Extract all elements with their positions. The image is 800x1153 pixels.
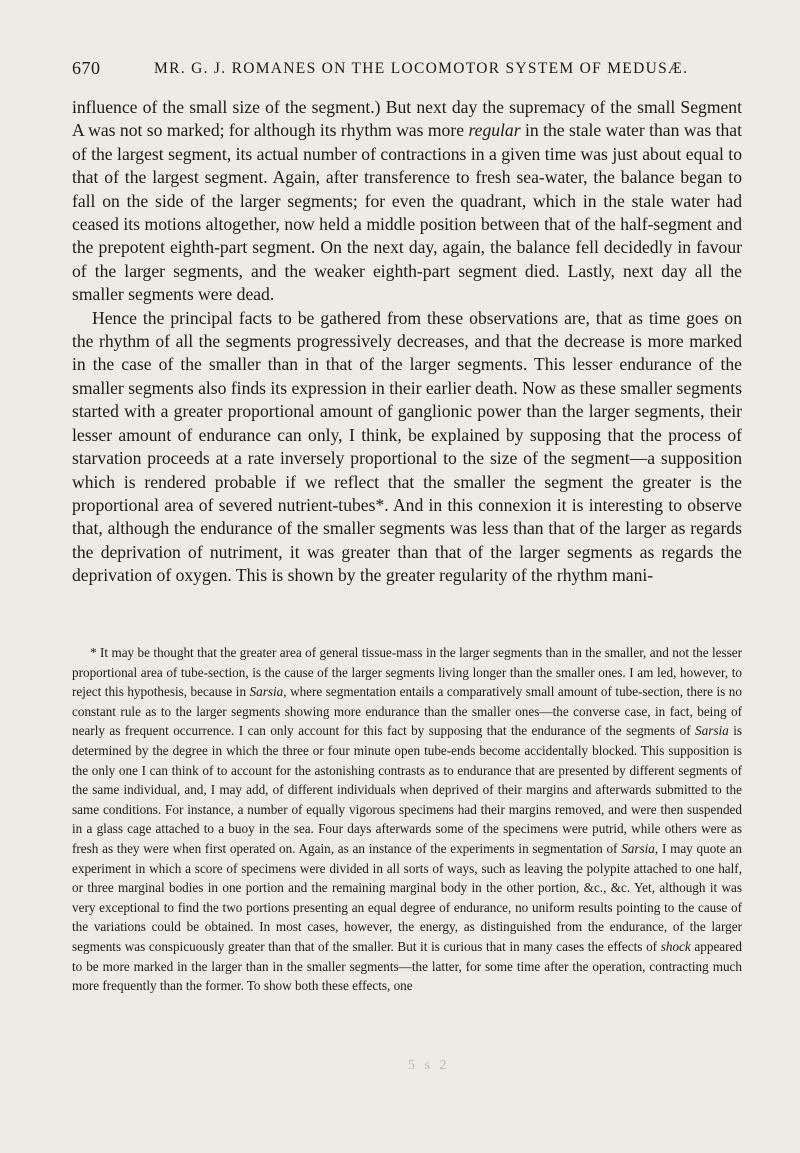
- footnote-text: , I may quote an experiment in which a score of specimens were divided in all sorts of ways, such as leaving the polypite attached to one half, or three marginal bodies in one portion and the remaining marginal body in the other portion, &c., &c. Yet, although it was very exceptional to find the two portions presenting an equal degree of endurance, no uniform results pointing to the cause of the variations could be obtained. In most cases, however, the energy, as distinguished from the endurance, of the larger segments was conspicuously greater than that of the smaller. But it is curious that in many cases the effects of: [72, 840, 742, 954]
- italic-word: Sarsia: [695, 723, 729, 739]
- footnote-text: is determined by the degree in which the three or four minute open tube-ends become accidentally blocked. This supposition is the only one I can think of to account for the astonishing contrasts as to endurance that are presented by different segments of the same individual, and, I may add, of different individuals when deprived of their margins and afterwards submitted to the same conditions. For instance, a number of equally vigorous specimens had their margins removed, and were then suspended in a glass cage attached to a buoy in the sea. Four days afterwards some of the specimens were putrid, while others were as fresh as they were when first operated on. Again, as an instance of the experiments in segmentation of: [72, 723, 742, 856]
- paragraph-text: . And in this connexion it is interesting to observe that, although the endurance of the smaller segments was less than that of the larger as regards the deprivation of nutriment, it was greater than that of the larger segments as regards the deprivation of oxygen. This is shown by the greater regularity of the rhythm mani-: [72, 494, 742, 586]
- running-head: MR. G. J. ROMANES ON THE LOCOMOTOR SYSTEM OF MEDUSÆ.: [154, 60, 689, 77]
- italic-word: regular: [468, 120, 521, 141]
- italic-word: Sarsia: [621, 840, 655, 856]
- italic-word: shock: [660, 938, 691, 954]
- footnote-text: * It may be thought that the greater area of general tissue-mass in the larger segments than in the smaller, and not the lesser proportional area of tube-section, is the cause of the larger segments living longer than the smaller ones. I am led, however, to reject this hypothesis, because in: [72, 645, 742, 700]
- paragraph: [72, 96, 742, 307]
- footnote-reference: *: [375, 494, 385, 515]
- body-text: [72, 96, 742, 588]
- footnote-text: appeared to be more marked in the larger than in the smaller segments—the latter, for some time after the operation, contracting much more frequently than the former. To show both these effects, one: [72, 938, 742, 994]
- paragraph-text: in the stale water than was that of the largest segment, its actual number of contractions in a given time was just about equal to that of the largest segment. Again, after transference to fresh sea-water, the balance began to fall on the side of the larger segments; for even the quadrant, which in the stale water had ceased its motions altogether, now held a middle position between that of the half-segment and the prepotent eighth-part segment. On the next day, again, the balance fell decidedly in favour of the larger segments, and the weaker eighth-part segment died. Lastly, next day all the smaller segments were dead.: [72, 120, 742, 305]
- signature-mark: 5 s 2: [408, 1058, 450, 1073]
- footnote-paragraph: [72, 643, 742, 996]
- paragraph-text: Hence the principal facts to be gathered from these observations are, that as time goes on the rhythm of all the segments progressively decreases, and that the decrease is more marked in the case of the smaller than in that of the larger segments. This lesser endurance of the smaller segments also finds its expression in their earlier death. Now as these smaller segments started with a greater proportional amount of ganglionic power than the larger segments, their lesser amount of endurance can only, I think, be explained by supposing that the process of starvation proceeds at a rate inversely proportional to the size of the segment—a supposition which is rendered probable if we reflect that the smaller the segment the greater is the proportional area of severed nutrient-tubes: [72, 307, 742, 515]
- page-header: [72, 58, 742, 84]
- page-number: 670: [72, 58, 101, 78]
- footnote-text: , where segmentation entails a comparatively small amount of tube-section, there is no constant rule as to the larger segments showing more endurance than the smaller ones—the converse case, in fact, being of nearly as frequent occurrence. I can only account for this fact by supposing that the endurance of the segments of: [72, 684, 742, 739]
- italic-word: Sarsia: [249, 684, 284, 700]
- paragraph-text: influence of the small size of the segment.) But next day the supremacy of the small Segment A was not so marked; for although its rhythm was more: [72, 97, 742, 141]
- paragraph: [72, 307, 742, 588]
- footnote: [72, 643, 742, 996]
